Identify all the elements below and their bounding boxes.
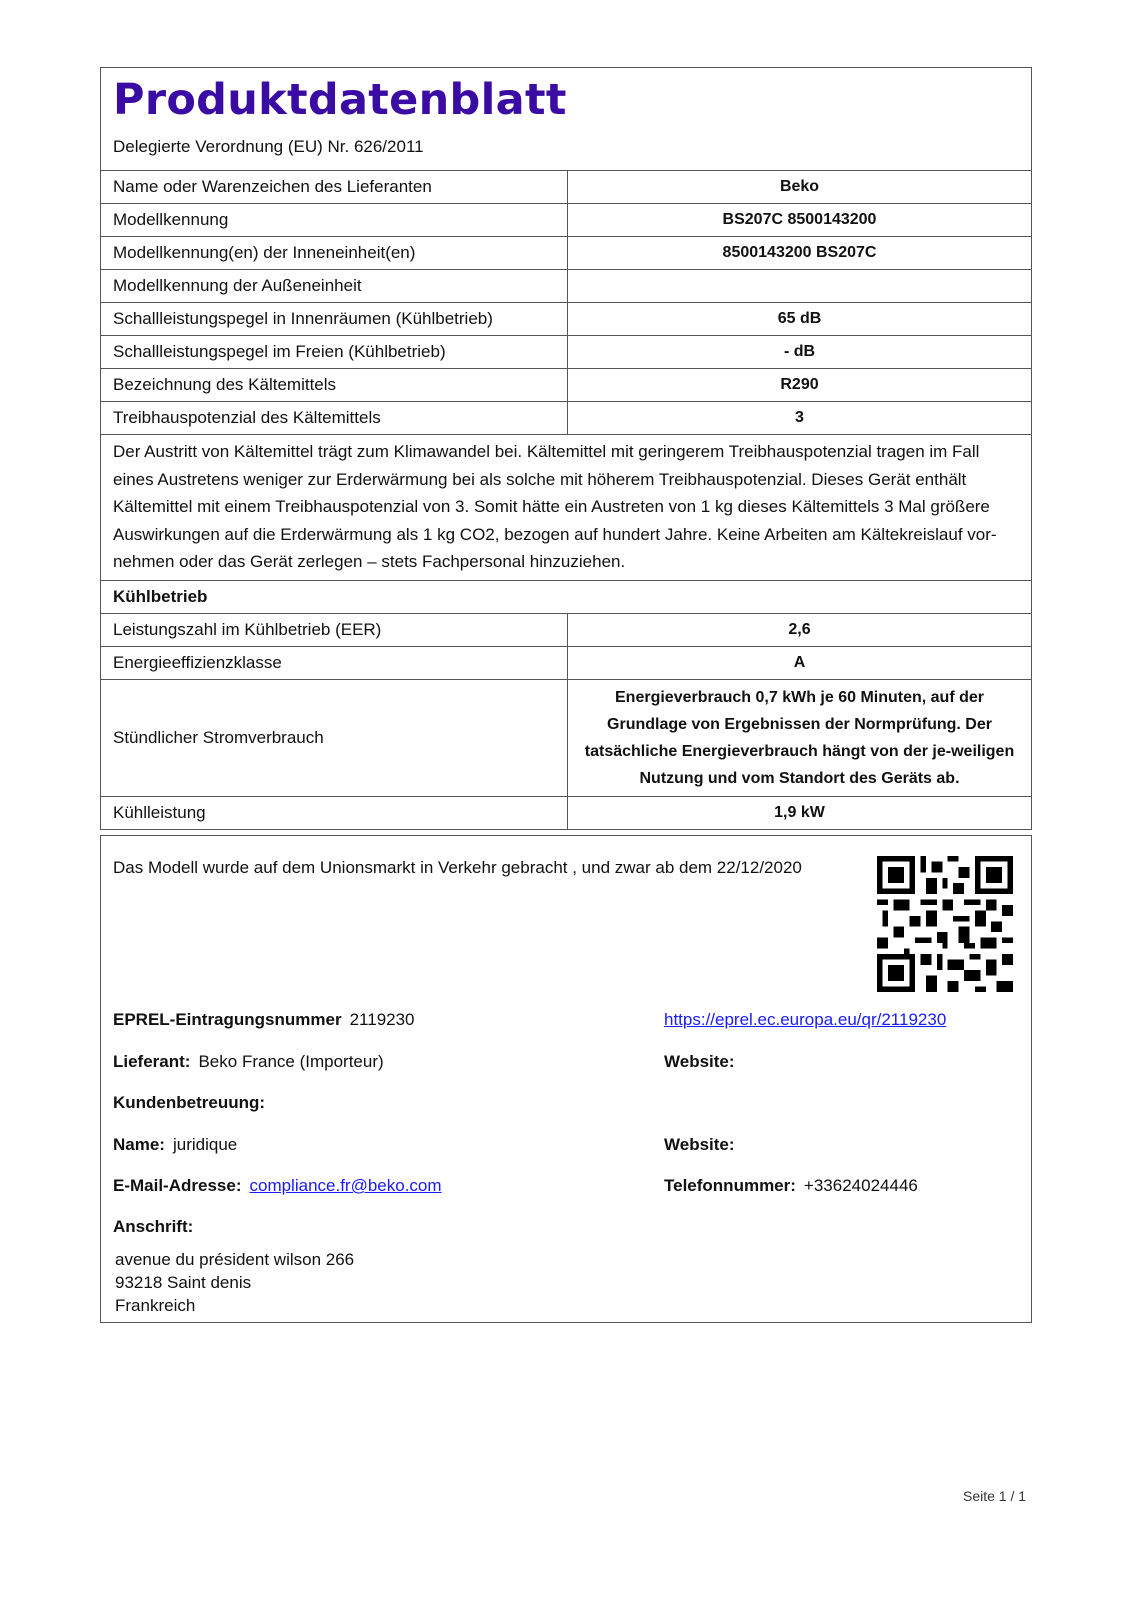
row-label: Kühlleistung <box>101 797 568 829</box>
customer-service-field <box>113 1093 273 1113</box>
row-label: Schallleistungspegel im Freien (Kühlbetrieb) <box>101 336 568 368</box>
website-label: Website: <box>664 1052 735 1071</box>
table-row <box>101 303 1031 336</box>
table-row <box>101 336 1031 369</box>
row-label: Modellkennung der Außeneinheit <box>101 270 568 302</box>
email-link[interactable]: compliance.fr@beko.com <box>249 1176 442 1195</box>
row-value: 8500143200 BS207C <box>722 244 877 261</box>
row-label: Name oder Warenzeichen des Lieferanten <box>101 171 568 203</box>
qr-code-icon[interactable] <box>877 856 1013 992</box>
address-label: Anschrift: <box>113 1217 194 1236</box>
row-label: Energieeffizienzklasse <box>101 647 568 679</box>
row-value: - dB <box>783 343 816 360</box>
email-label: E-Mail-Adresse: <box>113 1176 242 1195</box>
cooling-section-heading: Kühlbetrieb <box>101 581 1031 614</box>
row-label: Modellkennung <box>101 204 568 236</box>
supplier-website-field <box>664 1052 743 1072</box>
row-value: 1,9 kW <box>774 803 825 821</box>
row-label: Modellkennung(en) der Inneneinheit(en) <box>101 237 568 269</box>
name-label: Name: <box>113 1135 165 1154</box>
row-label: Bezeichnung des Kältemittels <box>101 369 568 401</box>
address-line: 93218 Saint denis <box>115 1273 252 1292</box>
row-value: Energieverbrauch 0,7 kWh je 60 Minuten, auf der Grundlage von Ergebnissen der Normprüfung. Der tatsächliche Energieverbrauch hängt von der je-weiligen Nutzung und vom Standort des Geräts ab. <box>584 688 1015 787</box>
address-line: Frankreich <box>115 1296 196 1315</box>
table-row <box>101 204 1031 237</box>
market-date-text: Das Modell wurde auf dem Unionsmarkt in Verkehr gebracht , und zwar ab dem 22/12/2020 <box>113 858 802 877</box>
eprel-field <box>113 1010 415 1030</box>
product-datasheet <box>100 67 1032 830</box>
table-row <box>101 680 1031 797</box>
email-field <box>113 1176 442 1196</box>
supplier-info-box <box>100 835 1032 1323</box>
name-value: juridique <box>172 1135 238 1154</box>
regulation-reference: Delegierte Verordnung (EU) Nr. 626/2011 <box>113 137 424 156</box>
phone-value: +33624024446 <box>803 1176 918 1195</box>
website-label: Website: <box>664 1135 735 1154</box>
title-block <box>101 68 1031 171</box>
customer-service-label: Kundenbetreuung: <box>113 1093 266 1112</box>
eprel-label: EPREL-Eintragungsnummer <box>113 1010 342 1029</box>
eprel-link-field <box>664 1010 946 1030</box>
refrigerant-note: Der Austritt von Kältemittel trägt zum Klimawandel bei. Kältemittel mit geringerem Treibhauspotenzial tragen im Fall eines Austretens weniger zur Erderwärmung bei als solche mit höherem Treibhauspotenzial. Dieses Gerät enthält Kältemittel mit einem Treibhauspotenzial von 3. Somit hätte ein Austreten von 1 kg dieses Kältemittels 3 Mal größere Auswirkungen auf die Erderwärmung als 1 kg CO2, bezogen auf hundert Jahre. Keine Arbeiten am Kältekreislauf vor-nehmen oder das Gerät zerlegen – stets Fachpersonal hinzuziehen. <box>101 435 1031 581</box>
row-value: BS207C 8500143200 <box>722 211 877 228</box>
supplier-field <box>113 1052 384 1072</box>
row-label: Treibhauspotenzial des Kältemittels <box>101 402 568 434</box>
row-value <box>568 270 1031 302</box>
eprel-value: 2119230 <box>349 1010 415 1029</box>
row-value: 65 dB <box>777 310 822 327</box>
table-row <box>101 797 1031 829</box>
supplier-value: Beko France (Importeur) <box>198 1052 384 1071</box>
address-heading <box>113 1217 201 1237</box>
table-row <box>101 171 1031 204</box>
row-label: Leistungszahl im Kühlbetrieb (EER) <box>101 614 568 646</box>
name-field <box>113 1135 237 1155</box>
table-row <box>101 647 1031 680</box>
table-row <box>101 270 1031 303</box>
page-title: Produktdatenblatt <box>113 75 567 125</box>
phone-field <box>664 1176 918 1196</box>
address-line: avenue du président wilson 266 <box>115 1250 355 1269</box>
address-block <box>115 1248 354 1317</box>
table-row <box>101 237 1031 270</box>
supplier-label: Lieferant: <box>113 1052 191 1071</box>
row-value: 3 <box>795 409 804 426</box>
table-row <box>101 614 1031 647</box>
phone-label: Telefonnummer: <box>664 1176 796 1195</box>
table-row <box>101 402 1031 435</box>
row-label: Schallleistungspegel in Innenräumen (Kühlbetrieb) <box>101 303 568 335</box>
service-website-field <box>664 1135 743 1155</box>
row-label: Stündlicher Stromverbrauch <box>101 680 568 796</box>
row-value: A <box>793 653 806 671</box>
row-value: R290 <box>780 376 819 393</box>
table-row <box>101 369 1031 402</box>
page-number: Seite 1 / 1 <box>963 1488 1027 1504</box>
eprel-link[interactable]: https://eprel.ec.europa.eu/qr/2119230 <box>664 1010 947 1029</box>
row-value: 2,6 <box>788 620 811 638</box>
row-value: Beko <box>779 178 820 195</box>
